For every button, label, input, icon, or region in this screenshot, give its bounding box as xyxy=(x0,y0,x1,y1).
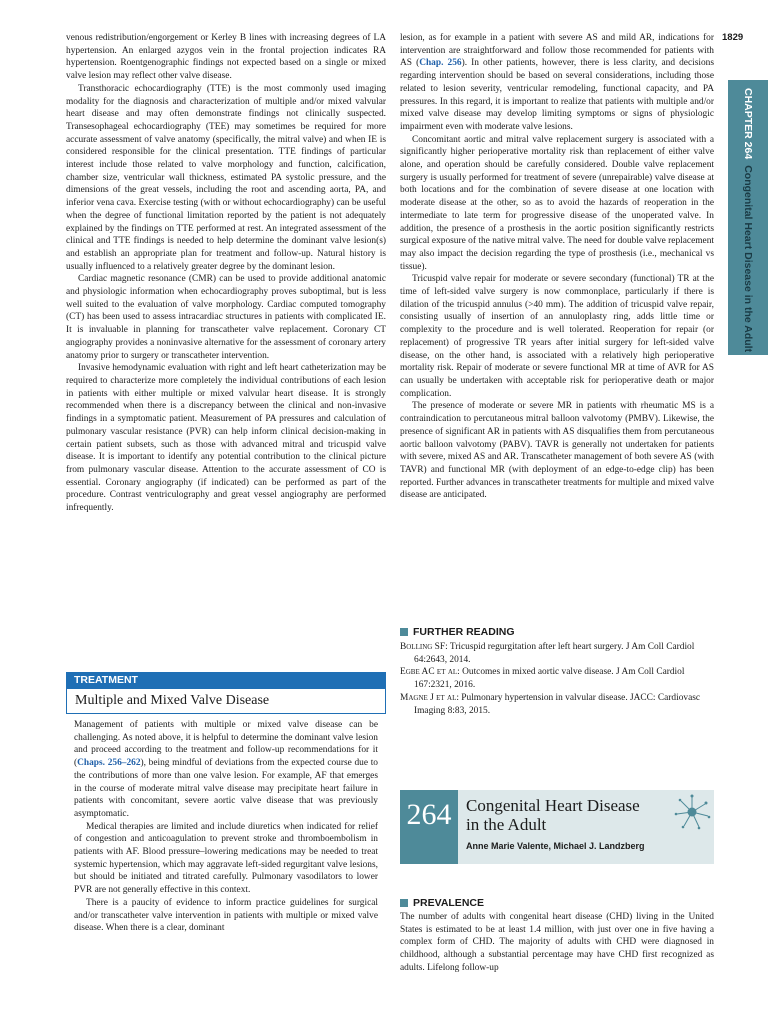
reference-list xyxy=(400,641,714,717)
chapter-tab-title: Congenital Heart Disease in the Adult xyxy=(742,165,754,353)
paragraph: Concomitant aortic and mitral valve replacement surgery is associated with a significantly higher perioperative mortality risk than replacement of either valve alone, and operation should be carefully considered. Double valve replacement surgery is usually performed for treatment of severe (unrepairable) valve disease at both locations and for the combination of severe disease at one location with moderate disease at the other, so as to avoid the hazards of reoperation in the intermediate to late term for progressive disease of the unoperated valve. In addition, the presence of a prosthesis in the aortic position significantly restricts surgical exposure of the native mitral valve. The need for double valve replacement may also impact the decision regarding the type of prosthesis (i.e., mechanical vs tissue). xyxy=(400,134,714,272)
paragraph: venous redistribution/engorgement or Kerley B lines with increasing degrees of LA hypertension. An enlarged azygos vein in the frontal projection indicates RA hypertension. Roentgenographic findings not expected based on a single or mixed valve lesion may reflect other valve disease. xyxy=(66,33,386,82)
reference-item: Magne J et al: Pulmonary hypertension in valvular disease. JACC: Cardiovasc Imaging 8:83, 2015. xyxy=(400,692,701,716)
reference-item: Bolling SF: Tricuspid regurgitation after left heart surgery. J Am Coll Cardiol 64:2643, 2014. xyxy=(400,642,695,665)
left-column-bottom xyxy=(74,719,378,935)
square-bullet-icon xyxy=(400,628,408,636)
chapter-xref-link[interactable]: Chap. 256 xyxy=(419,58,462,69)
left-column-top xyxy=(66,32,386,515)
square-bullet-icon xyxy=(400,899,408,907)
paragraph: Tricuspid valve repair for moderate or severe secondary (functional) TR at the time of left-sided valve surgery is now commonplace, particularly if there is dilation of the tricuspid annulus (>40 mm). The addition of tricuspid valve repair, consisting usually of insertion of an annuloplasty ring, adds little time or complexity to the procedure and is well tolerated. Reoperation for repair (or replacement) of progressive TR years after initial surgery for left-sided valve disease, on the other hand, is associated with a relatively high perioperative mortality risk. Repair of moderate or severe functional MR at time of AVR for AS can usually be undertaken with acceptable risk for perioperative death or major complication. xyxy=(400,274,714,399)
prevalence-heading: PREVALENCE xyxy=(400,897,484,909)
treatment-subtitle: Multiple and Mixed Valve Disease xyxy=(66,688,386,714)
chapter-tab-label: CHAPTER 264 xyxy=(742,88,754,160)
paragraph: Management of patients with multiple or mixed valve disease can be challenging. As noted above, it is helpful to determine the dominant valve lesion and proceed according to the treatment and follow-up recommendations for it (Chaps. 256–262), being mindful of deviations from the expected course due to the contributions of more than one valve lesion. For example, AF that emerges in the course of moderate mitral valve disease may precipitate heart failure in patients with concomitant, severe aortic valve disease that was previously asymptomatic. xyxy=(74,720,378,819)
splatter-decoration-icon xyxy=(672,792,712,832)
paragraph: Transthoracic echocardiography (TTE) is the most commonly used imaging modality for the diagnosis and characterization of multiple and/or mixed valvular heart disease and may often demonstrate findings not clinically suspected. Transesophageal echocardiography (TEE) may sometimes be required for more accurate assessment of valve anatomy (specifically, the mitral valve) and when IE is considered responsible for the clinical presentation. TTE findings of particular interest include those related to valve morphology and function, calcification, chamber size, ventricular wall thickness, estimated PA systolic pressure, and the dimensions of the great vessels, including the root and ascending aorta, PA, and inferior vena cava. Exercise testing (with or without echocardiography) can be useful when the degree of functional limitation reported by the patient is not adequately explained by the findings on TTE performed at rest. An integrated assessment of the clinical and TTE findings is needed to help determine the dominant valve lesion(s) and establish an appropriate plan for treatment and follow-up. Natural history is usually influenced to a relatively greater degree by the dominant lesion. xyxy=(66,83,386,272)
chapter-authors: Anne Marie Valente, Michael J. Landzberg xyxy=(466,841,645,851)
treatment-box xyxy=(66,672,386,714)
right-column-top xyxy=(400,32,714,502)
chapter-header-box xyxy=(400,790,714,864)
paragraph: lesion, as for example in a patient with severe AS and mild AR, indications for intervention are straightforward and follow those recommended for patients with AS (Chap. 256). In other patients, however, there is less clarity, and decisions regarding intervention should be based on several considerations, including those related to lesion severity, ventricular remodeling, functional capacity, and PA pressures. In this regard, it is important to realize that patients with multiple and/or mixed valve disease may develop limiting symptoms or signs of physiologic impairment even with moderate valve lesions. xyxy=(400,33,714,132)
paragraph: Invasive hemodynamic evaluation with right and left heart catheterization may be required to characterize more completely the individual contributions of each lesion in patients with either multiple or mixed valvular heart disease. It is strongly recommended when there is a discrepancy between the clinical and non-invasive findings in a symptomatic patient. Measurement of PA pressures and calculation of pulmonary vascular resistance (PVR) can help inform clinical decision-making in certain patient subsets, such as those with advanced mitral and tricuspid valve disease. It is important to identify any potential contribution to the clinical picture from pulmonary vascular disease. Attention to the accurate assessment of CO is essential. Coronary angiography (if indicated) can be performed as part of the procedure. Contrast ventriculography and great vessel angiography are performed infrequently. xyxy=(66,363,386,514)
paragraph: There is a paucity of evidence to inform practice guidelines for surgical and/or transcatheter valve intervention in patients with multiple or mixed valve disease. When there is a clear, dominant xyxy=(74,897,378,934)
treatment-label: TREATMENT xyxy=(66,672,386,688)
chapter-xref-link[interactable]: Chaps. 256–262 xyxy=(77,758,141,769)
page-number: 1829 xyxy=(722,32,744,43)
chapter-title: Congenital Heart Disease in the Adult xyxy=(466,796,640,834)
paragraph: Medical therapies are limited and include diuretics when indicated for relief of congestion and anticoagulation to prevent stroke and thromboembolism in patients with AF. Blood pressure–lowering medications may be needed to treat systemic hypertension, which may aggravate left-sided regurgitant valve lesions, but should be initiated and titrated carefully. Pulmonary vasodilators to lower PVR are not generally effective in this context. xyxy=(74,821,378,896)
reference-item: Egbe AC et al: Outcomes in mixed aortic valve disease. J Am Coll Cardiol 167:2321, 2016. xyxy=(400,667,685,691)
further-reading-heading: FURTHER READING xyxy=(400,626,515,638)
prevalence-paragraph: The number of adults with congenital heart disease (CHD) living in the United States is estimated to be at least 1.4 million, with just over one in five having a complex form of CHD. The majority of adults with CHD were diagnosed in childhood, although a substantial percentage may have CHD first recognized as adults. Lifelong follow-up xyxy=(400,912,714,973)
chapter-side-tab xyxy=(728,80,768,355)
paragraph: Cardiac magnetic resonance (CMR) can be used to provide additional anatomic and physiologic information when echocardiography proves suboptimal, but is less well suited to the evaluation of valve morphology. Cardiac computed tomography (CT) has been used to assess intracardiac structures in patients with complicated IE. It is invaluable in planning for transcatheter valve replacement. Coronary CT angiography provides a noninvasive alternative for the assessment of coronary artery anatomy prior to surgery or transcatheter intervention. xyxy=(66,274,386,361)
chapter-number: 264 xyxy=(400,790,458,864)
paragraph: The presence of moderate or severe MR in patients with rheumatic MS is a contraindication to percutaneous mitral balloon valvotomy (PMBV). Likewise, the presence of significant AR in patients with AS disqualifies them from percutaneous aortic balloon valvotomy (PABV). TAVR is generally not undertaken for patients with severe, mixed AS and AR. Transcatheter management of both severe AS (with TAVR) and functional MR (with deployment of an edge-to-edge clip) has been reported. Further advances in transcatheter treatments for multiple and mixed valve disease are anticipated. xyxy=(400,401,714,501)
